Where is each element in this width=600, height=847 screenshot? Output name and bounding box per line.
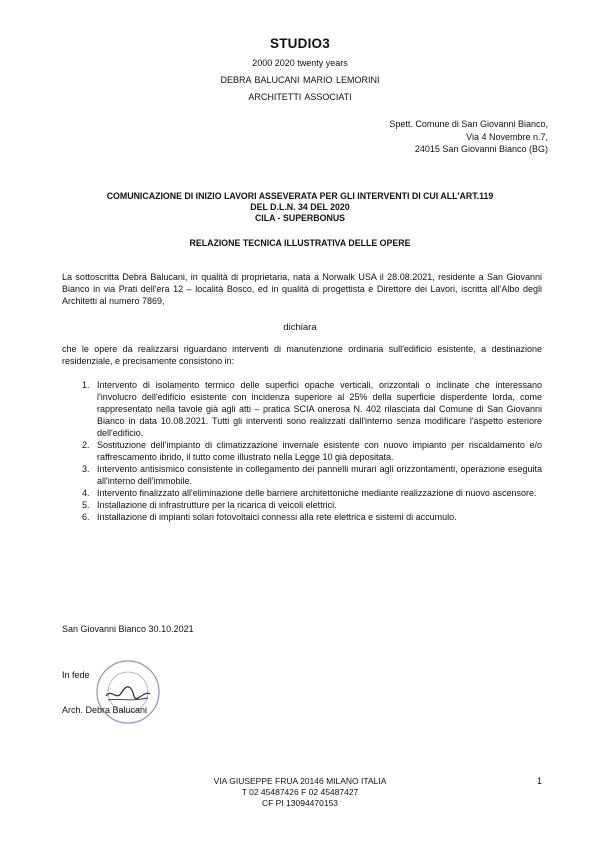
recipient-line-1: Spett. Comune di San Giovanni Bianco, — [389, 119, 548, 129]
document-subtitle: RELAZIONE TECNICA ILLUSTRATIVA DELLE OPERE — [189, 238, 411, 248]
list-item: 6. Installazione di impianti solari fotovoltaici connessi alla rete elettrica e sistemi di accumulo. — [82, 512, 457, 522]
signature-name: Arch. Debra Balucani — [62, 705, 148, 715]
footer-phone: T 02 45487426 F 02 45487427 — [241, 787, 359, 797]
letterhead-years: 2000 2020 twenty years — [252, 58, 348, 68]
letterhead-role: ARCHITETTI ASSOCIATI — [248, 92, 352, 102]
intro-paragraph: La sottoscritta Debra Balucani, in qualità di proprietaria, nata a Norwalk USA il 28.08.2021, residente a San Giovanni Bianco in via Prati dell'era 12 – località Bosco, ed in qualità di progettista e Direttore dei Lavori, iscritta all'Albo degli Architetti al numero 7869, — [62, 272, 542, 306]
letterhead-partners: DEBRA BALUCANI MARIO LEMORINI — [220, 75, 380, 85]
footer — [0, 776, 600, 809]
declares-heading: dichiara — [283, 322, 317, 333]
title-line-1: COMUNICAZIONE DI INIZIO LAVORI ASSEVERATA PER GLI INTERVENTI DI CUI ALL'ART.119 — [106, 191, 494, 201]
in-fede-label: In fede — [62, 670, 90, 680]
architect-stamp-icon — [94, 658, 162, 726]
statement-paragraph: che le opere da realizzarsi riguardano interventi di manutenzione ordinaria sull'edificio esistente, a destinazione residenziale, e precisamente consistono in: — [62, 344, 542, 366]
studio-logo: STUDIO3 — [270, 36, 330, 51]
list-item: 1. Intervento di isolamento termico delle superfici opache verticali, orizzontali o inclinate che interessano l'involucro dell'edificio esistente con incidenza superiore al 25% della superficie disperdente lorda, come rappresentato nella tavole già agli atti – pratica SCIA onerosa N. 402 rilasciata dal Comune di San Giovanni Bianco in data 10.08.2021. Tutti gli interventi sono realizzati dall'interno senza modificare l'aspetto esteriore dell'edificio. — [82, 380, 542, 438]
place-date: San Giovanni Bianco 30.10.2021 — [62, 624, 194, 634]
title-line-2: DEL D.L.N. 34 DEL 2020 — [250, 202, 350, 212]
recipient-address — [389, 118, 548, 156]
title-line-3: CILA - SUPERBONUS — [254, 213, 346, 223]
list-item: 5. Installazione di infrastrutture per la ricarica di veicoli elettrici. — [82, 500, 337, 510]
works-list — [62, 379, 542, 523]
list-item: 4. Intervento finalizzato all'eliminazione delle barriere architettoniche mediante realizzazione di nuovo ascensore. — [82, 488, 537, 498]
list-item: 3. Intervento antisismico consistente in collegamento dei pannelli murari agli orizzontamenti, operazione eseguita all'interno dell'immobile. — [82, 464, 542, 486]
page-number: 1 — [536, 776, 542, 786]
list-item: 2. Sostituzione dell'impianto di climatizzazione invernale esistente con nuovo impianto per riscaldamento e/o raffrescamento ibrido, il tutto come illustrato nella Legge 10 già depositata. — [82, 440, 542, 462]
recipient-line-3: 24015 San Giovanni Bianco (BG) — [414, 144, 548, 154]
footer-address: VIA GIUSEPPE FRUA 20146 MILANO ITALIA — [213, 776, 387, 786]
recipient-line-2: Via 4 Novembre n.7, — [466, 131, 548, 142]
document-title — [0, 191, 600, 224]
footer-tax-id: CF PI 13094470153 — [261, 798, 339, 808]
